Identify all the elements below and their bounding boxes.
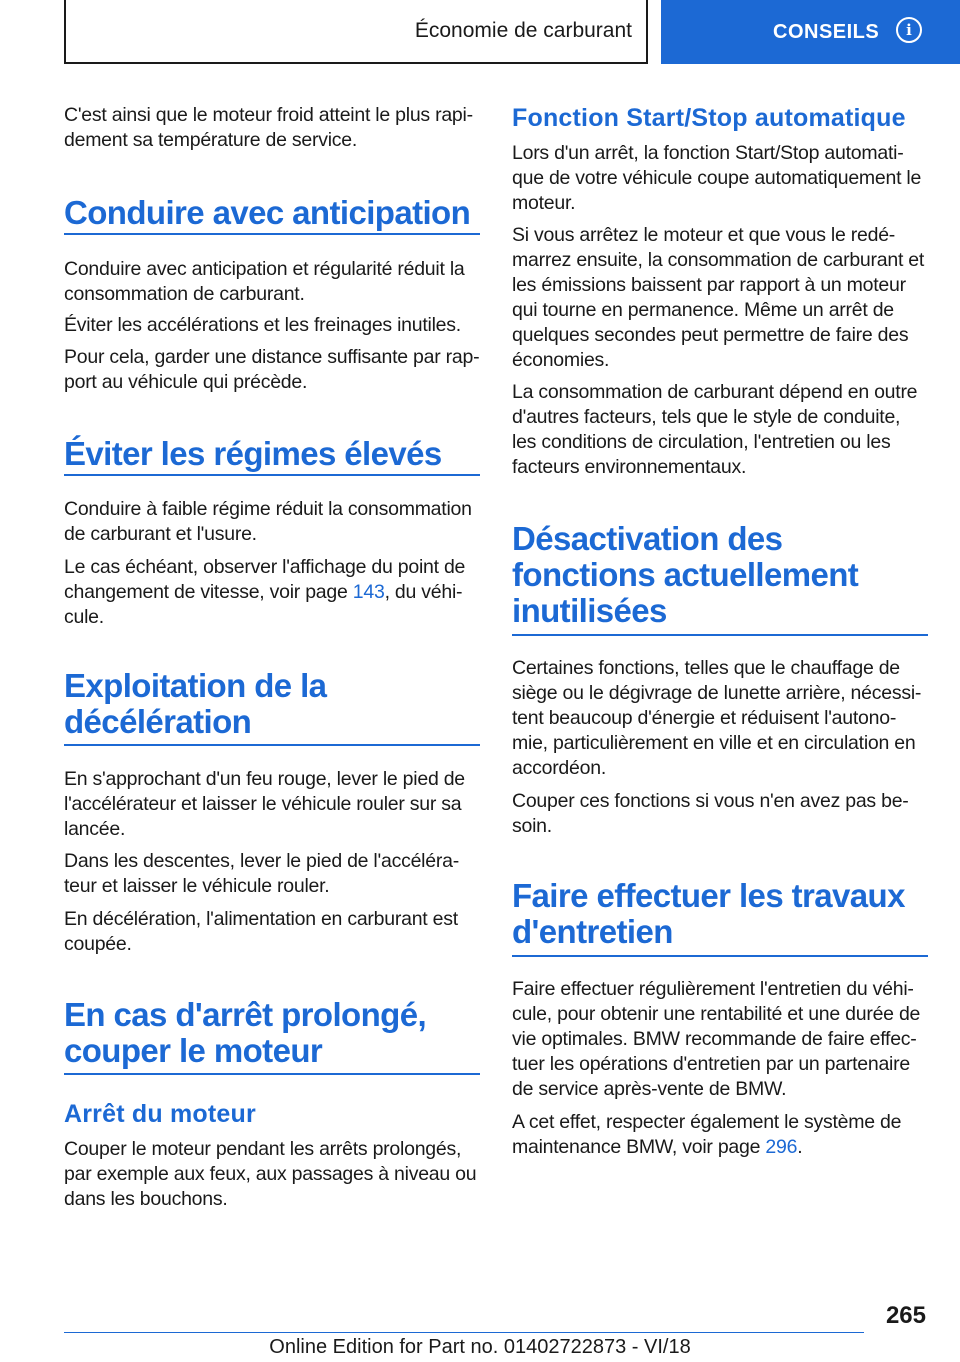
page-number: 265 — [885, 1302, 926, 1329]
section-tab — [64, 0, 648, 64]
page-link-296[interactable]: 296 — [765, 1136, 798, 1158]
footer-rule — [64, 1332, 864, 1333]
paragraph: Pour cela, garder une distance suffisante par rap-port au véhicule qui précède. — [64, 346, 480, 393]
page-link-143[interactable]: 143 — [352, 581, 385, 603]
paragraph: Lors d'un arrêt, la fonction Start/Stop automati-que de votre véhicule coupe automatiquement le moteur. — [512, 142, 922, 214]
subheading-arret-moteur: Arrêt du moteur — [64, 1100, 256, 1128]
heading-desactivation: Désactivation des fonctions actuellement inutilisées — [512, 520, 859, 629]
paragraph: Faire effectuer régulièrement l'entretien du véhi-cule, pour obtenir une rentabilité et une durée de vie optimales. BMW recommande de faire effec-tuer les opérations d'entretien par un partenaire de service après-vente de BMW. — [512, 978, 921, 1100]
paragraph: Couper le moteur pendant les arrêts prolongés, par exemple aux feux, aux passages à niveau ou dans les bouchons. — [64, 1138, 477, 1210]
paragraph: Dans les descentes, lever le pied de l'accéléra-teur et laisser le véhicule rouler. — [64, 850, 459, 897]
paragraph: En décélération, l'alimentation en carburant est coupée. — [64, 908, 458, 955]
heading-rule — [512, 955, 928, 957]
heading-rule — [512, 634, 928, 636]
info-icon[interactable]: i — [896, 17, 922, 43]
heading-arret-prolonge: En cas d'arrêt prolongé, couper le moteur — [64, 996, 427, 1069]
heading-rule — [64, 474, 480, 476]
paragraph: Conduire à faible régime réduit la consommation de carburant et l'usure. — [64, 498, 472, 545]
paragraph: Le cas échéant, observer l'affichage du point de changement de vitesse, voir page 143, du véhi-cule. — [64, 556, 466, 628]
heading-rule — [64, 744, 480, 746]
paragraph: En s'approchant d'un feu rouge, lever le pied de l'accélérateur et laisser le véhicule rouler sur sa lancée. — [64, 768, 465, 840]
paragraph: A cet effet, respecter également le système de maintenance BMW, voir page 296. — [512, 1111, 902, 1158]
chapter-tab-label: CONSEILS — [773, 20, 880, 43]
paragraph: La consommation de carburant dépend en outre d'autres facteurs, tels que le style de conduite, les conditions de circulation, l'entretien ou les facteurs environnementaux. — [512, 381, 918, 478]
section-title: Économie de carburant — [414, 19, 632, 42]
paragraph: Couper ces fonctions si vous n'en avez pas be-soin. — [512, 790, 909, 837]
heading-anticipation: Conduire avec anticipation — [64, 194, 471, 231]
heading-entretien: Faire effectuer les travaux d'entretien — [512, 877, 905, 950]
heading-rule — [64, 233, 480, 235]
paragraph: Éviter les accélérations et les freinages inutiles. — [64, 314, 461, 336]
edition-text: Online Edition for Part no. 01402722873 - VI/18 — [269, 1336, 691, 1358]
heading-deceleration: Exploitation de la décélération — [64, 667, 327, 740]
paragraph: Conduire avec anticipation et régularité réduit la consommation de carburant. — [64, 258, 465, 305]
footer-edition — [0, 1336, 960, 1359]
heading-rule — [64, 1073, 480, 1075]
heading-regimes: Éviter les régimes élevés — [64, 435, 442, 472]
paragraph: Si vous arrêtez le moteur et que vous le redé-marrez ensuite, la consommation de carburant et les émissions baissent par rapport à un moteur qui tourne en permanence. Même un arrêt de quelques secondes peut permettre de faire des économies. — [512, 224, 925, 371]
intro-paragraph: C'est ainsi que le moteur froid atteint le plus rapi-dement sa température de service. — [64, 104, 473, 151]
subheading-start-stop: Fonction Start/Stop automatique — [512, 104, 906, 132]
paragraph: Certaines fonctions, telles que le chauffage de siège ou le dégivrage de lunette arrière, nécessi-tent beaucoup d'énergie et réduisent l'autono-mie, particulièrement en ville et en circulation en accordéon. — [512, 657, 922, 779]
